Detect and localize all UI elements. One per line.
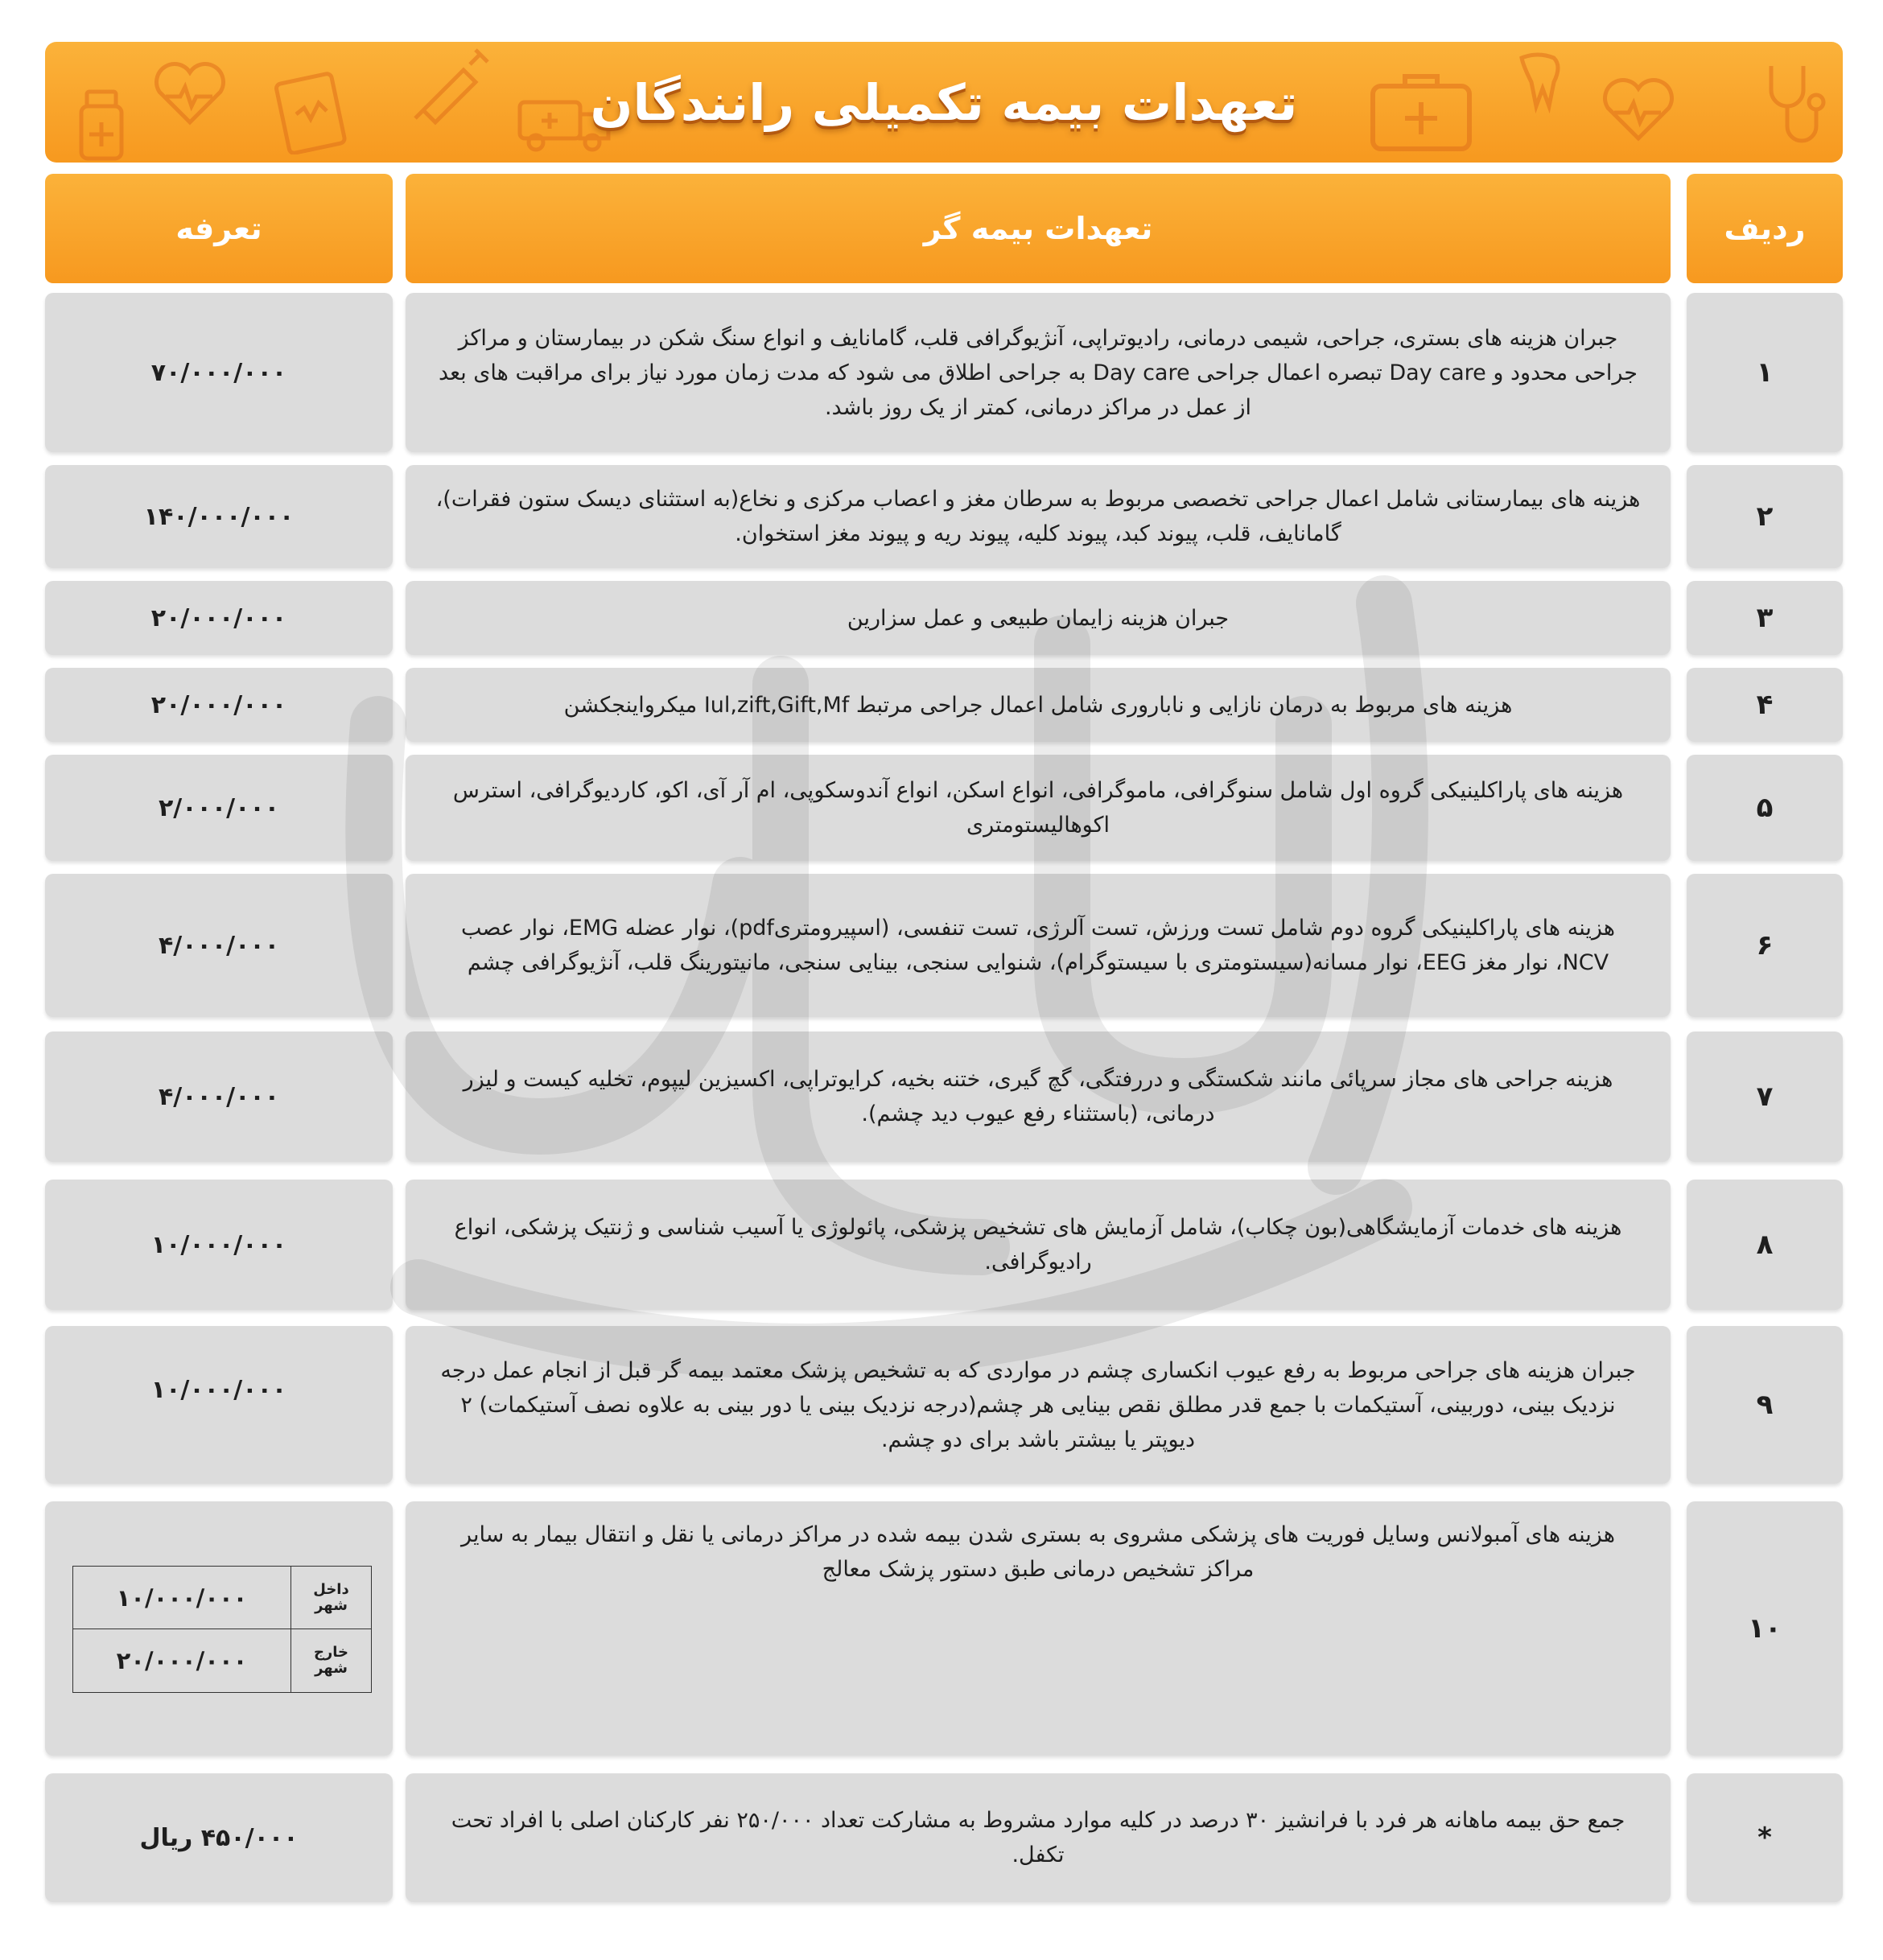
row-description <box>406 581 1671 655</box>
row-number: ۸ <box>1687 1180 1843 1310</box>
row-tariff: ۱۰/۰۰۰/۰۰۰ <box>45 1326 393 1484</box>
row-description <box>406 465 1671 568</box>
row-description-text: جبران هزینه های بستری، جراحی، شیمی درمانی، رادیوتراپی، آنژیوگرافی قلب، گامانایف و انواع سنگ شکن در بیمارستان و مراکز جراحی محدود و Day care تبصره اعمال جراحی Day care به جراحی اطلاق می شود که مدت زمان مورد نیاز برای مراقبت های بعد از عمل در مراکز درمانی، کمتر از یک روز باشد. <box>439 325 1638 420</box>
title-banner <box>45 42 1843 163</box>
row-number: ۵ <box>1687 755 1843 861</box>
row-description-text: هزینه های مربوط به درمان نازایی و ناباروری شامل اعمال جراحی مرتبط Iul,zift,Gift,Mf میکرواینجکشن <box>563 692 1513 718</box>
row-number: ۱۰ <box>1687 1501 1843 1756</box>
row-number: ۷ <box>1687 1031 1843 1162</box>
row-description-text: جمع حق بیمه ماهانه هر فرد با فرانشیز ۳۰ درصد در کلیه موارد مشروط به مشارکت تعداد ۲۵۰/۰۰۰ نفر کارکنان اصلی با افراد تحت تکفل. <box>451 1808 1625 1867</box>
in-city-label: داخل شهر <box>290 1567 371 1629</box>
row-number: ۳ <box>1687 581 1843 655</box>
header-tariff: تعرفه <box>45 174 393 283</box>
row-number: ۹ <box>1687 1326 1843 1484</box>
row-description-text: جبران هزینه زایمان طبیعی و عمل سزارین <box>847 605 1230 631</box>
out-of-city-label: خارج شهر <box>290 1629 371 1692</box>
row-tariff: ۱۰/۰۰۰/۰۰۰ <box>45 1180 393 1310</box>
row-description <box>406 668 1671 742</box>
row-tariff: ۷۰/۰۰۰/۰۰۰ <box>45 293 393 452</box>
row-description-text: هزینه جراحی های مجاز سرپائی مانند شکستگی و دررفتگی، گچ گیری، ختنه بخیه، کرایوتراپی، اکسیزین لیپوم، تخلیه کیست و لیزر درمانی، (باستثناء رفع عیوب دید چشم). <box>463 1067 1613 1126</box>
row-tariff: ۴/۰۰۰/۰۰۰ <box>45 1031 393 1162</box>
row-description <box>406 874 1671 1017</box>
header-row-number: ردیف <box>1687 174 1843 283</box>
row-description <box>406 1180 1671 1310</box>
row-tariff: ۴۵۰/۰۰۰ ریال <box>45 1773 393 1902</box>
row-description-text: هزینه های بیمارستانی شامل اعمال جراحی تخصصی مربوط به سرطان مغز و اعصاب مرکزی و نخاع(به استثنای دیسک ستون فقرات)، گامانایف، قلب، پیوند کبد، پیوند کلیه، پیوند ریه و پیوند مغز استخوان. <box>435 487 1641 546</box>
row-number: * <box>1687 1773 1843 1902</box>
row-description <box>406 293 1671 452</box>
row-description-text: هزینه های پاراکلینیکی گروه اول شامل سنوگرافی، ماموگرافی، انواع اسکن، انواع آندوسکوپی، ام آر آی، اکو، کاردیوگرافی، استرس اکوهالیستومتری <box>452 778 1624 838</box>
row-number: ۴ <box>1687 668 1843 742</box>
row-tariff: ۴/۰۰۰/۰۰۰ <box>45 874 393 1017</box>
row-description <box>406 1501 1671 1756</box>
row-description-text: جبران هزینه های جراحی مربوط به رفع عیوب انکساری چشم در مواردی که به تشخیص پزشک معتمد بیمه گر قبل از انجام عمل درجه نزدیک بینی، دوربینی، آستیکمات با جمع قدر مطلق نقص بینایی هر چشم(درجه نزدیک بینی یا دور بینی به علاوه نصف آستیکمات) ۲ دیوپتر یا بیشتر باشد برای دو چشم. <box>440 1357 1636 1452</box>
row-description <box>406 1031 1671 1162</box>
row-description <box>406 755 1671 861</box>
row-description-text: هزینه های آمبولانس وسایل فوریت های پزشکی مشروی به بستری شدن بیمه شده در مراکز درمانی یا نقل و انتقال بیمار به سایر مراکز تشخیص درمانی طبق دستور پزشک معالج <box>461 1522 1615 1582</box>
out-of-city-tariff: ۲۰/۰۰۰/۰۰۰ <box>116 1647 248 1674</box>
row-description-text: هزینه های پاراکلینیکی گروه دوم شامل تست ورزش، تست آلرژی، تست تنفسی، (اسپیرومتریpdf)، نوار عضله EMG، نوار عصب NCV، نوار مغز EEG، نوار مسانه(سیستومتری با سیستوگرام)، شنوایی سنجی، بینایی سنجی، مانیتورینگ قلب، آنژیوگرافی چشم <box>460 916 1615 975</box>
ambulance-tariff-table <box>72 1566 372 1693</box>
row-tariff: ۲۰/۰۰۰/۰۰۰ <box>45 668 393 742</box>
header-obligations: تعهدات بیمه گر <box>406 174 1671 283</box>
page-title: تعهدات بیمه تکمیلی رانندگان <box>590 72 1298 132</box>
in-city-tariff: ۱۰/۰۰۰/۰۰۰ <box>73 1567 290 1629</box>
row-tariff: ۱۴۰/۰۰۰/۰۰۰ <box>45 465 393 568</box>
row-number: ۱ <box>1687 293 1843 452</box>
row-description-text: هزینه های خدمات آزمایشگاهی(بون چکاب)، شامل آزمایش های تشخیص پزشکی، پائولوژی یا آسیب شناسی و ژنتیک پزشکی، انواع رادیوگرافی. <box>454 1215 1622 1274</box>
row-description <box>406 1773 1671 1902</box>
row-tariff: ۲/۰۰۰/۰۰۰ <box>45 755 393 861</box>
row-number: ۲ <box>1687 465 1843 568</box>
row-tariff <box>45 1501 393 1756</box>
row-tariff: ۲۰/۰۰۰/۰۰۰ <box>45 581 393 655</box>
row-number: ۶ <box>1687 874 1843 1017</box>
row-description <box>406 1326 1671 1484</box>
